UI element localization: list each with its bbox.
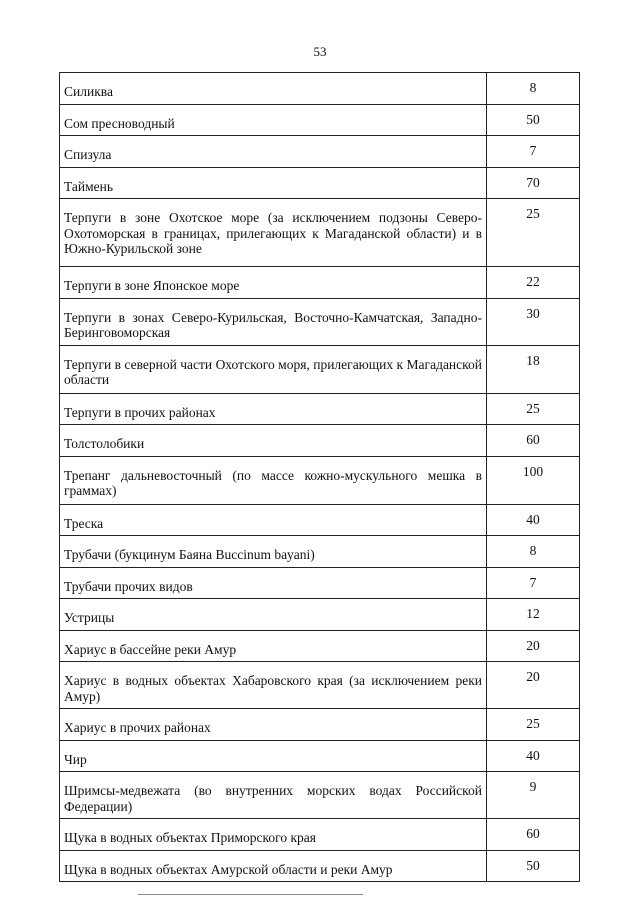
size-value-cell: 8 — [487, 73, 580, 105]
species-name-cell: Трубачи (букцинум Баяна Buccinum bayani) — [60, 536, 487, 568]
species-name-cell: Терпуги в зоне Охотское море (за исключением подзоны Северо-Охотоморская в границах, прилегающих к Магаданской области) и в Южно-Курильской зоне — [60, 199, 487, 267]
size-value-cell: 30 — [487, 298, 580, 345]
table-row — [60, 536, 580, 568]
species-name-cell: Хариус в прочих районах — [60, 709, 487, 741]
table-row — [60, 772, 580, 819]
species-name-cell: Хариус в бассейне реки Амур — [60, 630, 487, 662]
size-value-cell: 25 — [487, 709, 580, 741]
species-name-cell: Треска — [60, 504, 487, 536]
table-row — [60, 167, 580, 199]
table-row — [60, 345, 580, 393]
table-row — [60, 567, 580, 599]
species-name-cell: Трепанг дальневосточный (по массе кожно-мускульного мешка в граммах) — [60, 456, 487, 504]
species-name-cell: Спизула — [60, 136, 487, 168]
species-name-cell: Устрицы — [60, 599, 487, 631]
species-name-cell: Терпуги в зоне Японское море — [60, 267, 487, 299]
size-value-cell: 9 — [487, 772, 580, 819]
table-row — [60, 136, 580, 168]
table-row — [60, 819, 580, 851]
size-value-cell: 20 — [487, 662, 580, 709]
table-row — [60, 456, 580, 504]
table-row — [60, 267, 580, 299]
table-row — [60, 298, 580, 345]
size-value-cell: 70 — [487, 167, 580, 199]
species-name-cell: Щука в водных объектах Амурской области и реки Амур — [60, 850, 487, 882]
table-row — [60, 104, 580, 136]
size-value-cell: 12 — [487, 599, 580, 631]
species-name-cell: Щука в водных объектах Приморского края — [60, 819, 487, 851]
species-name-cell: Трубачи прочих видов — [60, 567, 487, 599]
species-name-cell: Терпуги в зонах Северо-Курильская, Восточно-Камчатская, Западно-Беринговоморская — [60, 298, 487, 345]
species-name-cell: Терпуги в прочих районах — [60, 393, 487, 425]
table-row — [60, 850, 580, 882]
table-row — [60, 199, 580, 267]
size-value-cell: 8 — [487, 536, 580, 568]
table-row — [60, 662, 580, 709]
table-row — [60, 425, 580, 457]
species-name-cell: Шримсы-медвежата (во внутренних морских водах Российской Федерации) — [60, 772, 487, 819]
species-name-cell: Чир — [60, 740, 487, 772]
table-row — [60, 740, 580, 772]
size-value-cell: 22 — [487, 267, 580, 299]
size-value-cell: 40 — [487, 504, 580, 536]
table-row — [60, 73, 580, 105]
size-value-cell: 7 — [487, 136, 580, 168]
size-value-cell: 60 — [487, 425, 580, 457]
species-name-cell: Терпуги в северной части Охотского моря, прилегающих к Магаданской области — [60, 345, 487, 393]
size-value-cell: 20 — [487, 630, 580, 662]
size-value-cell: 25 — [487, 393, 580, 425]
page-edge-line — [138, 894, 363, 895]
size-value-cell: 100 — [487, 456, 580, 504]
size-value-cell: 18 — [487, 345, 580, 393]
species-size-table — [59, 72, 580, 882]
size-value-cell: 25 — [487, 199, 580, 267]
table-row — [60, 709, 580, 741]
size-value-cell: 60 — [487, 819, 580, 851]
table-row — [60, 393, 580, 425]
page-number: 53 — [313, 44, 327, 59]
species-name-cell: Сом пресноводный — [60, 104, 487, 136]
species-name-cell: Таймень — [60, 167, 487, 199]
species-name-cell: Толстолобики — [60, 425, 487, 457]
size-value-cell: 50 — [487, 104, 580, 136]
table-row — [60, 599, 580, 631]
size-value-cell: 7 — [487, 567, 580, 599]
size-value-cell: 40 — [487, 740, 580, 772]
size-value-cell: 50 — [487, 850, 580, 882]
table-row — [60, 630, 580, 662]
species-name-cell: Силиква — [60, 73, 487, 105]
species-name-cell: Хариус в водных объектах Хабаровского края (за исключением реки Амур) — [60, 662, 487, 709]
table-row — [60, 504, 580, 536]
